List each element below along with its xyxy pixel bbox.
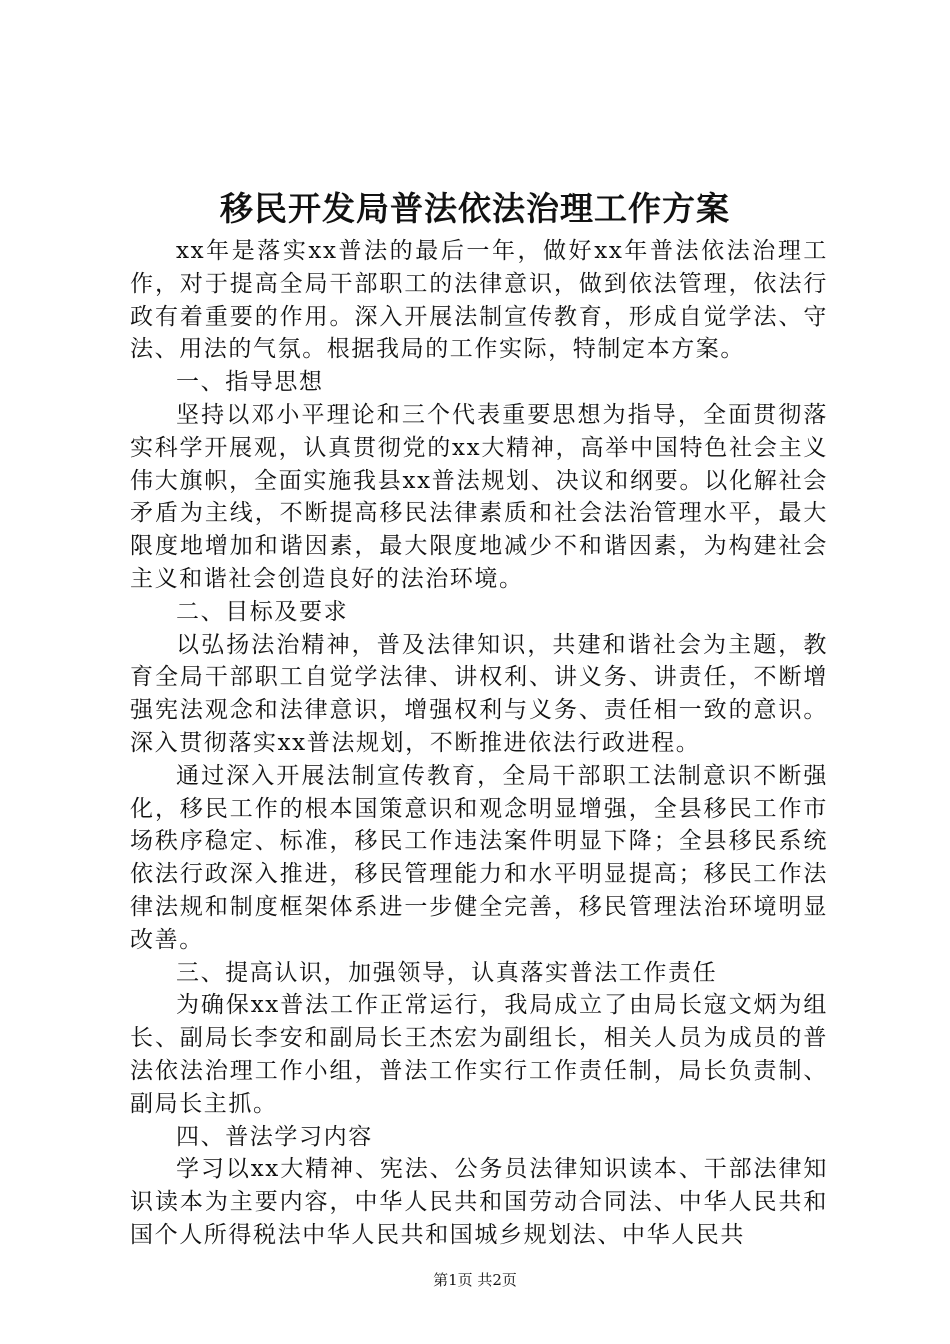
- paragraph-outcomes: 通过深入开展法制宣传教育，全局干部职工法制意识不断强化，移民工作的根本国策意识和观念明显增强，全县移民工作市场秩序稳定、标准，移民工作违法案件明显下降；全县移民系统依法行政深入推进，移民管理能力和水平明显提高；移民工作法律法规和制度框架体系进一步健全完善，移民管理法治环境明显改善。: [130, 762, 828, 953]
- paragraph-guiding-thought: 坚持以邓小平理论和三个代表重要思想为指导，全面贯彻落实科学开展观，认真贯彻党的xx大精神，高举中国特色社会主义伟大旗帜，全面实施我县xx普法规划、决议和纲要。以化解社会矛盾为主线，不断提高移民法律素质和社会法治管理水平，最大限度地增加和谐因素，最大限度地减少不和谐因素，为构建社会主义和谐社会创造良好的法治环境。: [130, 401, 828, 592]
- document-title: 移民开发局普法依法治理工作方案: [220, 189, 730, 228]
- section-heading-2: 二、目标及要求: [176, 598, 349, 625]
- paragraph-study-content: 学习以xx大精神、宪法、公务员法律知识读本、干部法律知识读本为主要内容，中华人民共和国劳动合同法、中华人民共和国个人所得税法中华人民共和国城乡规划法、中华人民共: [130, 1156, 828, 1248]
- section-heading-4: 四、普法学习内容: [176, 1123, 373, 1150]
- paragraph-leadership: 为确保xx普法工作正常运行，我局成立了由局长寇文炳为组长、副局长李安和副局长王杰宏为副组长，相关人员为成员的普法依法治理工作小组，普法工作实行工作责任制，局长负责制、副局长主抓。: [130, 992, 828, 1117]
- section-heading-3: 三、提高认识，加强领导，认真落实普法工作责任: [176, 959, 718, 986]
- document-body: [130, 235, 828, 1252]
- page-number-footer: 第1页 共2页: [433, 1271, 517, 1289]
- paragraph-goals: 以弘扬法治精神，普及法律知识，共建和谐社会为主题，教育全局干部职工自觉学法律、讲权利、讲义务、讲责任，不断增强宪法观念和法律意识，增强权利与义务、责任相一致的意识。深入贯彻落实xx普法规划，不断推进依法行政进程。: [130, 631, 828, 756]
- section-heading-1: 一、指导思想: [176, 369, 324, 396]
- paragraph-intro: xx年是落实xx普法的最后一年，做好xx年普法依法治理工作，对于提高全局干部职工的法律意识，做到依法管理，依法行政有着重要的作用。深入开展法制宣传教育，形成自觉学法、守法、用法的气氛。根据我局的工作实际，特制定本方案。: [130, 238, 828, 363]
